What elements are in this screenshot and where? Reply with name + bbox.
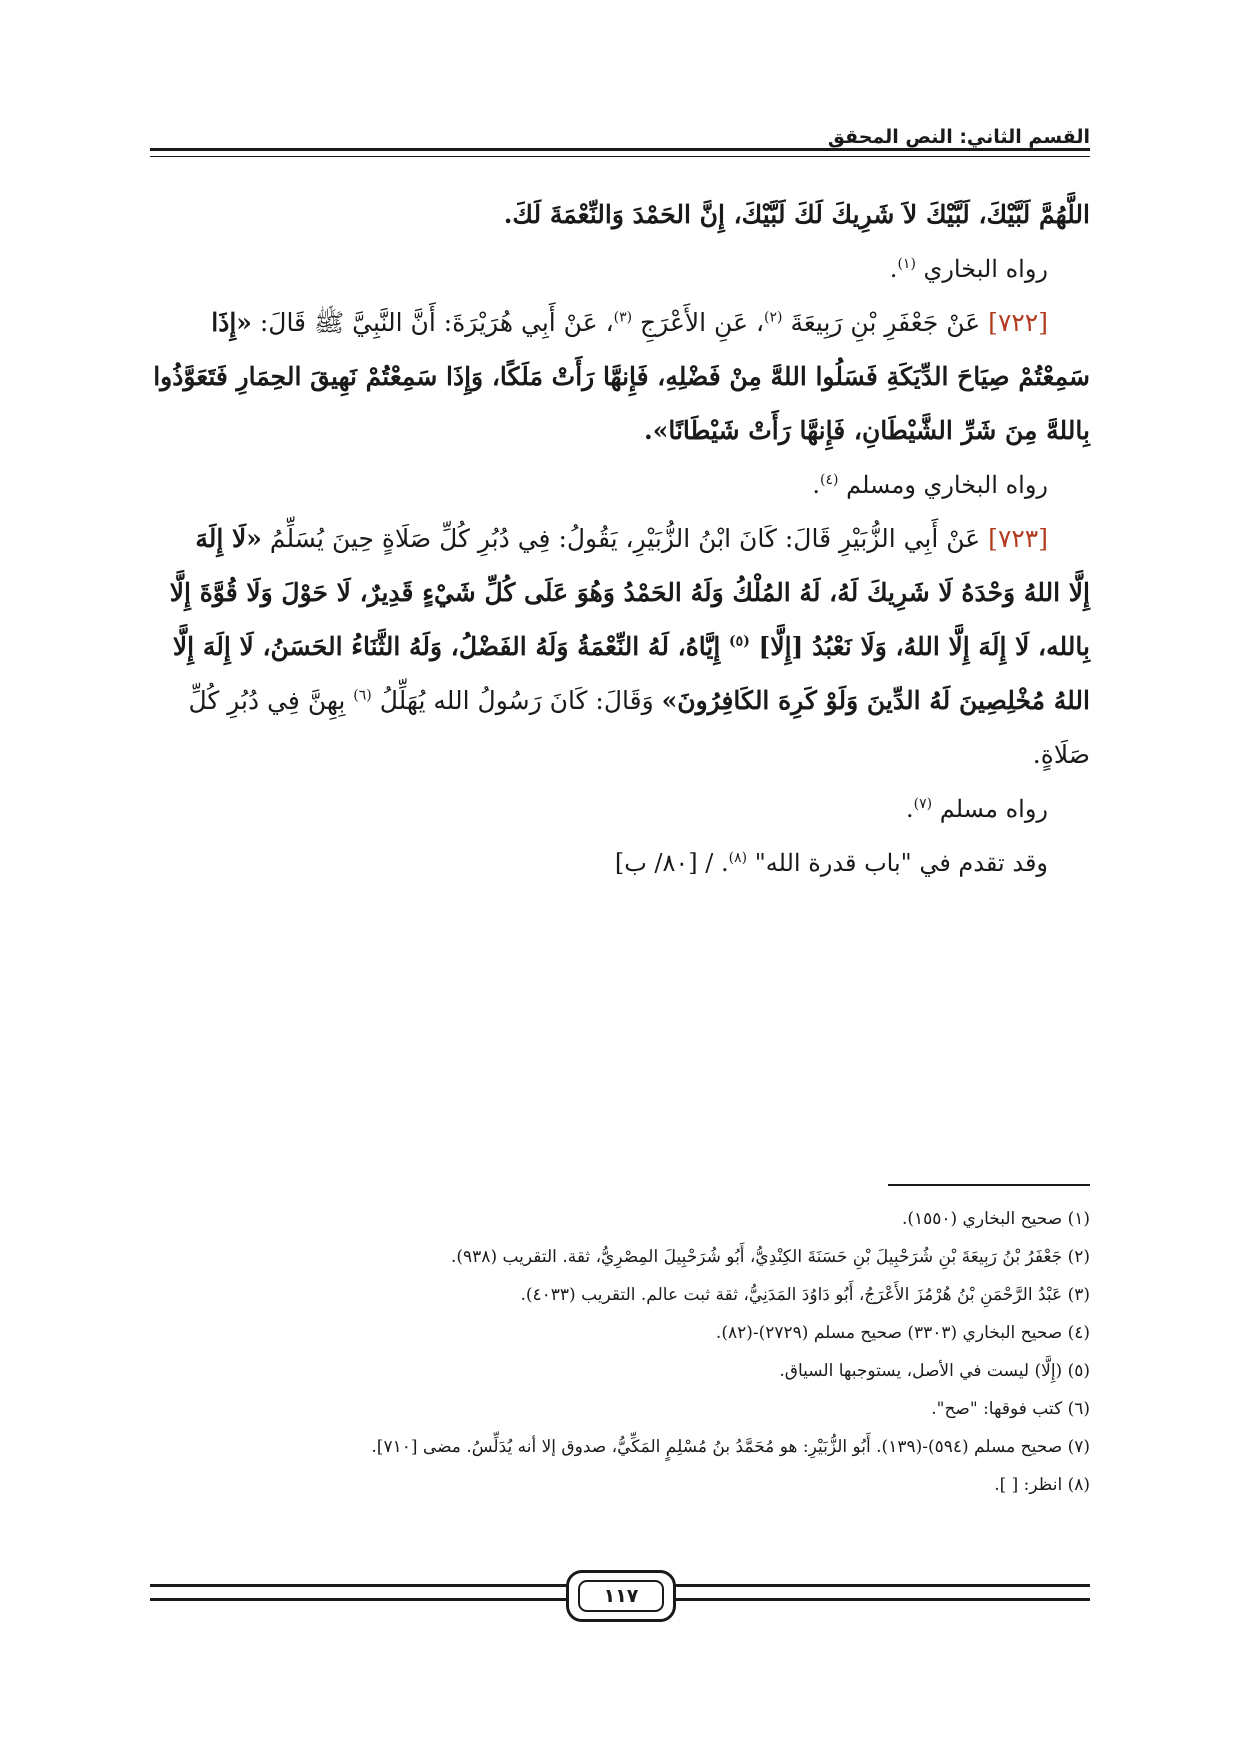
footnote-4: (٤) صحيح البخاري (٣٣٠٣) صحيح مسلم (٢٧٢٩)-(٨٢).	[715, 1323, 1090, 1343]
header-rule-thin	[150, 156, 1090, 157]
hadith-722-line-2: سَمِعْتُمْ صِيَاحَ الدِّيَكَةِ فَسَلُوا اللهَّ مِنْ فَضْلِهِ، فَإِنهَّا رَأَتْ مَلَكًا، وَإِذَا سَمِعْتُمْ نَهِيقَ الحِمَارِ فَتَعَوَّذُوا	[153, 362, 1090, 391]
footnote-ref: (٧)	[913, 796, 933, 812]
footer-rule-left	[150, 1584, 568, 1587]
footnote-separator	[888, 1184, 1090, 1186]
hadith-text: بِهِنَّ فِي دُبُرِ كُلِّ	[188, 686, 354, 715]
hadith-text: عَنْ أَبِي الزُّبَيْرِ قَالَ: كَانَ ابْنُ الزُّبَيْرِ، يَقُولُ: فِي دُبُرِ كُلِّ صَلَاةٍ حِينَ يُسَلِّمُ	[261, 524, 989, 553]
source-text: رواه البخاري	[923, 255, 1048, 283]
note-tail: . / [٨٠/ ب]	[614, 849, 729, 877]
footer-rule-right	[670, 1584, 1090, 1587]
hadith-723-line-2: إِلَّا اللهُ وَحْدَهُ لَا شَرِيكَ لَهُ، لَهُ المُلْكُ وَلَهُ الحَمْدُ وَهُوَ عَلَى كُلِّ شَيْءٍ قَدِيرٌ، لَا حَوْلَ وَلَا قُوَّةَ إِلَّا	[169, 578, 1090, 607]
hadith-text: عَنْ جَعْفَرِ بْنِ رَبِيعَةَ	[782, 308, 989, 337]
footnote-5: (٥) (إِلَّا) ليست في الأصل، يستوجبها السياق.	[779, 1361, 1090, 1381]
header-rule-thick	[150, 148, 1090, 151]
footnote-ref: (٦)	[353, 687, 372, 704]
hadith-quote: «لَا إِلَهَ	[195, 524, 262, 553]
hadith-723-line-5: صَلَاةٍ.	[1032, 740, 1090, 769]
footnote-7: (٧) صحيح مسلم (٥٩٤)-(١٣٩). أَبُو الزُّبَيْرِ: هو مُحَمَّدُ بنُ مُسْلِمٍ المَكِّيُّ، صدوق إلا أنه يُدَلِّسُ. مضى [٧١٠].	[371, 1437, 1090, 1457]
talbiyah-line: اللَّهُمَّ لَبَّيْكَ، لَبَّيْكَ لاَ شَرِيكَ لَكَ لَبَّيْكَ، إِنَّ الحَمْدَ وَالنِّعْمَةَ لَكَ.	[503, 200, 1090, 229]
footnote-ref: (٢)	[764, 309, 783, 326]
footnote-ref: (٣)	[613, 309, 633, 326]
footer-rule-left-2	[150, 1598, 568, 1601]
source-text: رواه البخاري ومسلم	[846, 471, 1048, 499]
footnote-1: (١) صحيح البخاري (١٥٥٠).	[901, 1209, 1090, 1229]
page-number: ١١٧	[578, 1580, 664, 1612]
hadith-722-line-1	[148, 296, 1090, 350]
footnote-2: (٢) جَعْفَرُ بْنُ رَبِيعَةَ بْنِ شُرَحْبِيلَ بْنِ حَسَنَةَ الكِنْدِيُّ، أَبُو شُرَحْبِيلَ المِصْرِيُّ، ثقة. التقريب (٩٣٨).	[450, 1247, 1090, 1267]
hadith-723-line-3	[148, 620, 1090, 674]
note-text: وقد تقدم في "باب قدرة الله"	[754, 849, 1048, 877]
hadith-quote: «إِذَا	[211, 308, 252, 337]
hadith-number: [٧٢٣]	[988, 524, 1048, 553]
main-text	[148, 188, 1090, 890]
cross-reference-note	[148, 836, 1090, 890]
footnote-3: (٣) عَبْدُ الرَّحْمَنِ بْنُ هُرْمُزَ الأَعْرَجُ، أَبُو دَاوُدَ المَدَنِيُّ، ثقة ثبت عالم. التقريب (٤٠٣٣).	[520, 1285, 1090, 1305]
hadith-text: ، عَنِ الأَعْرَجِ	[632, 308, 765, 337]
running-header: القسم الثاني: النص المحقق	[827, 126, 1090, 148]
footnote-ref: (١)	[897, 256, 916, 272]
footnote-ref: (٥)	[729, 633, 750, 650]
footnote-8: (٨) انظر: [ ].	[994, 1475, 1090, 1495]
footnote-ref: (٤)	[820, 472, 839, 488]
hadith-text: وَقَالَ: كَانَ رَسُولُ الله يُهَلِّلُ	[371, 686, 662, 715]
hadith-text: ، عَنْ أَبِي هُرَيْرَةَ: أَنَّ النَّبِيَّ ﷺ قَالَ:	[251, 308, 614, 337]
hadith-723-line-1	[148, 512, 1090, 566]
hadith-722-line-3: بِاللهَّ مِنَ شَرِّ الشَّيْطَانِ، فَإِنهَّا رَأَتْ شَيْطَانًا».	[644, 416, 1090, 445]
footer-rule-right-2	[670, 1598, 1090, 1601]
footnotes	[150, 1200, 1090, 1504]
source-line-2: رواه البخاري ومسلم $^{(٤)}$.	[812, 471, 1048, 499]
hadith-quote: اللهُ مُخْلِصِينَ لَهُ الدِّينَ وَلَوْ كَرِهَ الكَافِرُونَ»	[661, 686, 1090, 715]
source-text: رواه مسلم	[939, 795, 1048, 823]
footnote-ref: (٨)	[728, 850, 748, 866]
hadith-quote: إِيَّاهُ، لَهُ النِّعْمَةُ وَلَهُ الفَضْلُ، وَلَهُ الثَّنَاءُ الحَسَنُ، لَا إِلَهَ إِلَّا	[172, 632, 730, 661]
source-line-3: رواه مسلم $^{(٧)}$.	[906, 795, 1048, 823]
page-number-badge	[566, 1570, 676, 1622]
hadith-723-line-4	[148, 674, 1090, 728]
source-line-1: رواه البخاري $^{(١)}$.	[889, 255, 1048, 283]
hadith-quote: بِالله، لَا إِلَهَ إِلَّا اللهُ، وَلَا نَعْبُدُ [إِلَّا]	[749, 632, 1090, 661]
hadith-number: [٧٢٢]	[988, 308, 1048, 337]
footnote-6: (٦) كتب فوقها: "صح".	[931, 1399, 1090, 1419]
